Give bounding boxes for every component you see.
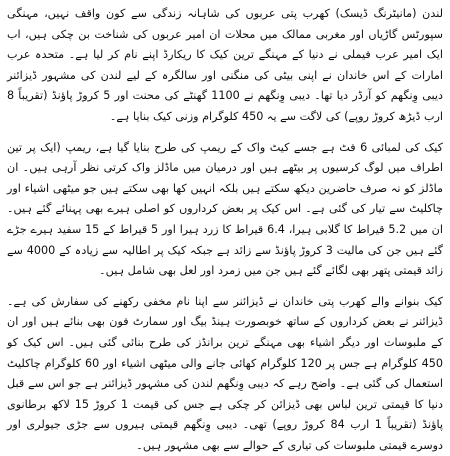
- article-paragraph-3: کیک بنوانے والے کھرب پتی خاندان نے ڈیزائنر سے اپنا نام مخفی رکھنے کی سفارش کی ہے۔ ڈیزائنر نے بعض کرداروں کے ساتھ خوبصورت ہینڈ بیگ اور سمارٹ فون بھی بنائے ہیں اور ان کے ملبوسات اور دیگر اشیاء بھی مہنگے ترین برانڈز کی طرح بنائی گئی ہیں۔ اس کیک کو 450 کلوگرام ہے جس پر 120 کلوگرام کھائی جانے والی میٹھی اشیاء اور 60 کلوگرام چاکلیٹ استعمال کی گئی ہے۔ واضح رہے کہ دیبی وِنگھم لندن کی مشہور ڈیزائنر ہے جو اس سے قبل دنیا کا قیمتی ترین لباس بھی ڈیزائن کر چکی ہے جس کی قیمت 1 کروڑ 15 لاکھ برطانوی پاؤنڈ (تقریباً 1 ارب 84 کروڑ روپے) تھی۔ دیبی وِنگھم قیمتی ہیروں سے جڑی جیولری اور دوسرے قیمتی ملبوسات کی تیاری کے حوالے سے بھی مشہور ہیں۔: [7, 294, 444, 452]
- article-paragraph-1: لندن (مانیٹرنگ ڈیسک) کھرب پتی عربوں کی شاہانہ زندگی سے کون واقف نہیں، مہنگی سپورٹس گاڑیاں اور مغربی ممالک میں محلات ان امیر عربوں کی شناخت بن چکی ہیں، اب ایک امیر عرب فیملی نے دنیا کے مہنگے ترین کیک کا ریکارڈ اپنے نام کر لیا ہے۔ متحدہ عرب امارات کے اس خاندان نے اپنی بیٹی کی منگنی اور سالگرہ کے لیے لندن کی مشہور ڈیزائنر دیبی وِنگھم کو آرڈر دیا تھا۔ دیبی وِنگھم نے 1100 گھنٹے کی محنت اور 5 کروڑ پاؤنڈ (تقریباً 8 ارب ڈیڑھ کروڑ روپے) کی لاگت سے یہ 450 کلوگرام وزنی کیک بنایا ہے۔: [7, 7, 443, 123]
- article-paragraph-2: کیک کی لمبائی 6 فٹ ہے جسے کیٹ واک کے ریمپ کی طرح بنایا گیا ہے، ریمپ (ایک پر تین اطراف میں لوگ کرسیوں پر بیٹھے ہیں اور درمیان میں ماڈلز واک کرتی نظر آرہی ہیں۔ ان ماڈلز کو نہ صرف حاضرین دیکھ سکتے ہیں بلکہ انہیں کھا بھی سکتے ہیں جو میٹھی اشیاء اور چاکلیٹ سے تیار کی گئی ہے۔ اس کیک پر بعض کرداروں کو اصلی ہیرے بھی پہنائے گئے ہیں۔ ان میں 5.2 قیراط کا گلابی ہیرا، 6.4 قیراط کا زرد ہیرا اور 5 قیراط کے 15 سفید ہیرے جڑے گئے ہیں جن کی مالیت 3 کروڑ پاؤنڈ سے زائد ہے جبکہ کیک پر اطالیہ سے زیادہ کے 4000 سے زائد قیمتی پتھر بھی لگائے گئے ہیں جن میں زمرد اور لعل بھی شامل ہیں۔: [7, 140, 443, 278]
- news-article: [7, 4, 444, 452]
